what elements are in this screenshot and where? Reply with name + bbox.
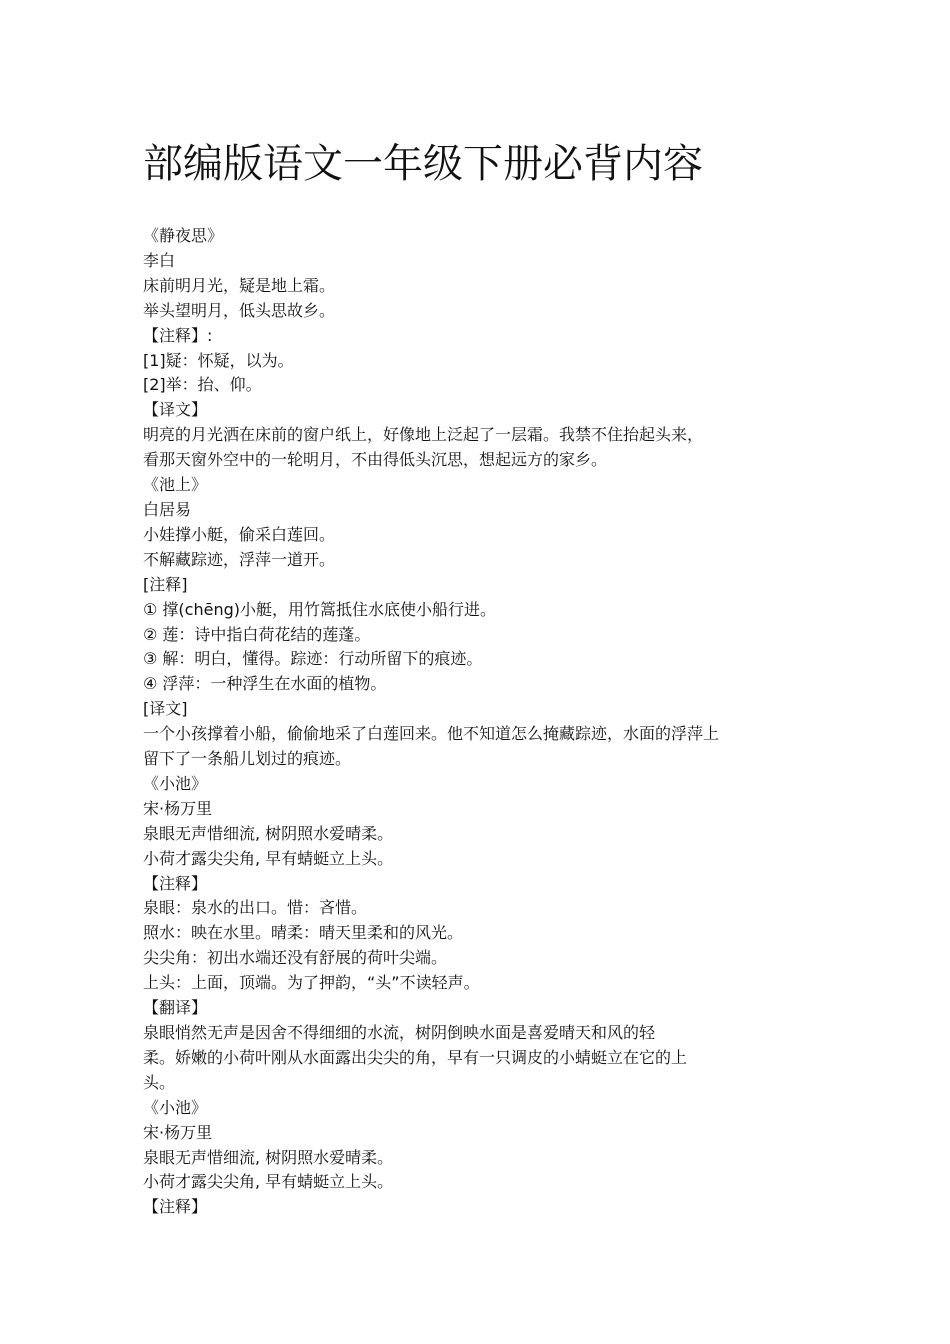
- section-heading-notes: [注释]: [143, 574, 188, 594]
- translation-line: 泉眼悄然无声是因舍不得细细的水流，树阴倒映水面是喜爱晴天和风的轻: [143, 1023, 656, 1042]
- section-heading-notes: 【注释】: [143, 873, 208, 893]
- note-line: ③ 解：明白，懂得。踪迹：行动所留下的痕迹。: [143, 649, 483, 669]
- note-line: 尖尖角：初出水端还没有舒展的荷叶尖端。: [143, 948, 448, 968]
- section-heading-translation: 【翻译】: [143, 998, 208, 1018]
- poem-line: 泉眼无声惜细流, 树阴照水爱晴柔。: [143, 1147, 394, 1167]
- poem-line: 举头望明月，低头思故乡。: [143, 300, 336, 320]
- note-line: [1]疑：怀疑，以为。: [143, 350, 294, 370]
- section-heading-translation: [译文]: [143, 699, 188, 719]
- poem-title-chishang: 《池上》: [143, 475, 208, 495]
- poem-line: 小荷才露尖尖角, 早有蜻蜓立上头。: [143, 848, 394, 868]
- section-heading-notes: 【注释】:: [143, 325, 213, 345]
- translation-line: 看那天窗外空中的一轮明月，不由得低头沉思，想起远方的家乡。: [143, 450, 608, 470]
- poem-author: 宋·杨万里: [143, 798, 213, 818]
- poem-title-xiaochi: 《小池》: [143, 773, 208, 793]
- note-line: [2]举：抬、仰。: [143, 375, 262, 395]
- note-line: 上头：上面，顶端。为了押韵，“头”不读轻声。: [143, 973, 480, 993]
- poem-title-xiaochi: 《小池》: [143, 1097, 208, 1117]
- note-line: ② 莲：诗中指白荷花结的莲蓬。: [143, 624, 371, 644]
- poem-author: 李白: [143, 250, 176, 270]
- poem-line: 泉眼无声惜细流, 树阴照水爱晴柔。: [143, 823, 394, 843]
- note-line: ① 撑(chēng)小艇，用竹篙抵住水底使小船行进。: [143, 599, 496, 619]
- section-heading-notes: 【注释】: [143, 1197, 208, 1217]
- translation-line: 头。: [143, 1072, 176, 1092]
- translation-line: 一个小孩撑着小船，偷偷地采了白莲回来。他不知道怎么掩藏踪迹，水面的浮萍上: [143, 724, 720, 744]
- note-line: 照水：映在水里。晴柔：晴天里柔和的风光。: [143, 923, 464, 943]
- poem-line: 床前明月光，疑是地上霜。: [143, 275, 336, 295]
- translation-line: 留下了一条船儿划过的痕迹。: [143, 749, 352, 769]
- poem-line: 小娃撑小艇，偷采白莲回。: [143, 524, 336, 544]
- note-line: 泉眼：泉水的出口。惜：吝惜。: [143, 898, 368, 918]
- poem-line: 小荷才露尖尖角, 早有蜻蜓立上头。: [143, 1172, 394, 1192]
- poem-line: 不解藏踪迹，浮萍一道开。: [143, 549, 336, 569]
- poem-title-jingyesi: 《静夜思》: [143, 226, 224, 245]
- document-title: 部编版语文一年级下册必背内容: [143, 141, 703, 187]
- section-heading-translation: 【译文】: [143, 400, 208, 420]
- poem-author: 宋·杨万里: [143, 1122, 213, 1142]
- translation-line: 柔。娇嫩的小荷叶刚从水面露出尖尖的角，早有一只调皮的小蜻蜓立在它的上: [143, 1047, 688, 1067]
- poem-author: 白居易: [143, 499, 192, 519]
- document-body: [143, 224, 763, 1220]
- note-line: ④ 浮萍：一种浮生在水面的植物。: [143, 674, 387, 694]
- translation-line: 明亮的月光洒在床前的窗户纸上，好像地上泛起了一层霜。我禁不住抬起头来，: [143, 425, 704, 445]
